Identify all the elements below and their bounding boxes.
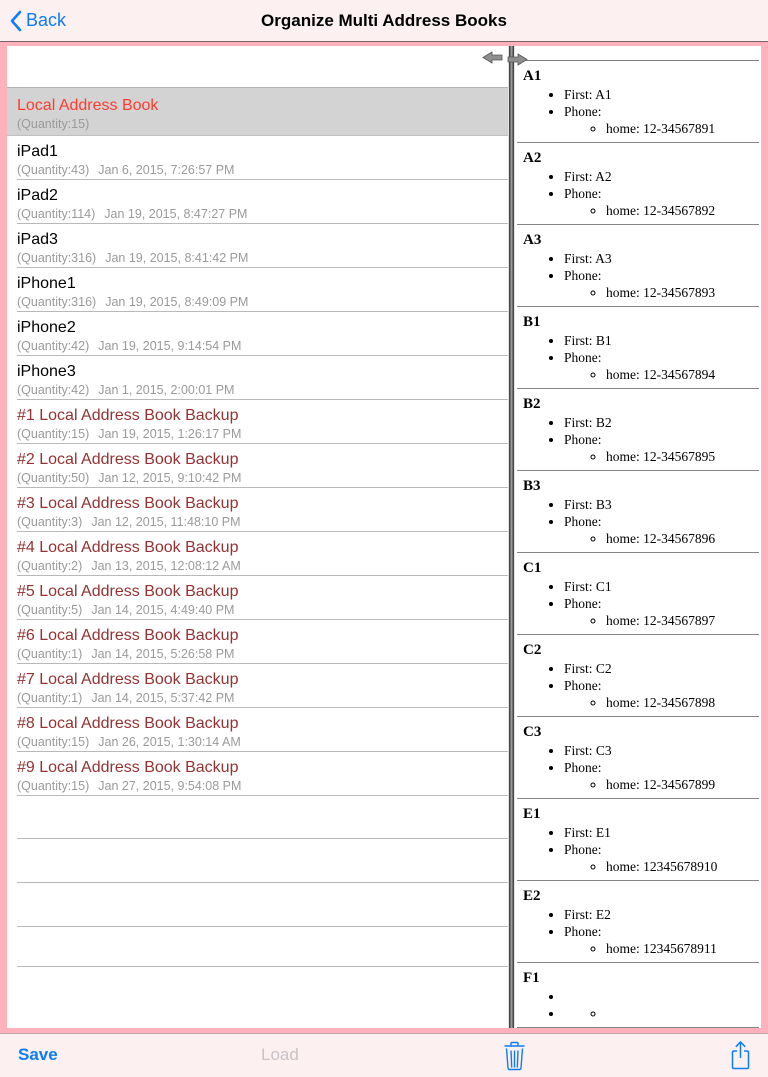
contact-entry bbox=[517, 559, 759, 635]
book-date: Jan 12, 2015, 9:10:42 PM bbox=[98, 471, 242, 485]
empty-list-row bbox=[7, 927, 508, 967]
book-row[interactable] bbox=[7, 752, 508, 796]
contact-name: B1 bbox=[523, 314, 541, 330]
contact-separator bbox=[517, 306, 759, 307]
contact-separator bbox=[517, 388, 759, 389]
contact-entry bbox=[517, 395, 759, 471]
book-name: iPad1 bbox=[17, 143, 58, 160]
address-book-list bbox=[7, 46, 508, 1028]
book-name: #9 Local Address Book Backup bbox=[17, 759, 239, 776]
contact-name: B3 bbox=[523, 478, 541, 494]
contact-name: A3 bbox=[523, 232, 542, 248]
contact-entry bbox=[517, 231, 759, 307]
book-quantity: (Quantity:114) bbox=[17, 207, 96, 221]
contact-first-name: • First: C3 bbox=[564, 742, 759, 759]
contact-home-phone: ◦ home: 12-34567892 bbox=[606, 202, 759, 219]
contact-first-name: • First: A2 bbox=[564, 168, 759, 185]
book-date: Jan 1, 2015, 2:00:01 PM bbox=[98, 383, 235, 397]
contact-phone-label: Phone: bbox=[564, 924, 602, 939]
book-name: #4 Local Address Book Backup bbox=[17, 539, 239, 556]
contact-phone-label: Phone: bbox=[564, 350, 602, 365]
contact-entry bbox=[517, 67, 759, 143]
contact-first-name: • First: B3 bbox=[564, 496, 759, 513]
bottom-toolbar bbox=[0, 1033, 768, 1077]
contact-home-phone: ◦ home: 12-34567895 bbox=[606, 448, 759, 465]
contact-separator bbox=[517, 142, 759, 143]
empty-list-row bbox=[7, 839, 508, 883]
contact-phone-label: Phone: bbox=[564, 596, 602, 611]
empty-list-row bbox=[7, 883, 508, 927]
contact-home-phone: ◦ home: 12-34567894 bbox=[606, 366, 759, 383]
contact-separator bbox=[517, 1027, 759, 1028]
book-date: Jan 19, 2015, 8:41:42 PM bbox=[105, 251, 249, 265]
contact-first-name: • First: C2 bbox=[564, 660, 759, 677]
back-chevron-icon bbox=[9, 10, 22, 32]
book-row[interactable] bbox=[7, 356, 508, 400]
book-row[interactable] bbox=[7, 664, 508, 708]
contact-entry bbox=[517, 149, 759, 225]
book-row[interactable] bbox=[7, 444, 508, 488]
contact-entry bbox=[517, 805, 759, 881]
preview-top-rule bbox=[517, 60, 759, 61]
contact-name: B2 bbox=[523, 396, 541, 412]
contact-phone-label: Phone: bbox=[564, 268, 602, 283]
book-rows-container bbox=[7, 136, 508, 796]
contact-phone-label: Phone: bbox=[564, 432, 602, 447]
book-name: #3 Local Address Book Backup bbox=[17, 495, 239, 512]
contact-home-phone: ◦ home: 12345678910 bbox=[606, 858, 759, 875]
contact-first-name: • First: C1 bbox=[564, 578, 759, 595]
contact-entry bbox=[517, 313, 759, 389]
contacts-preview-pane bbox=[515, 46, 761, 1028]
contact-separator bbox=[517, 552, 759, 553]
contact-entry bbox=[517, 723, 759, 799]
content-frame bbox=[0, 42, 768, 1033]
book-name: #7 Local Address Book Backup bbox=[17, 671, 239, 688]
book-name: iPhone1 bbox=[17, 275, 76, 292]
save-button[interactable]: Save bbox=[18, 1045, 58, 1064]
book-quantity: (Quantity:316) bbox=[17, 295, 97, 309]
contact-name: C2 bbox=[523, 642, 542, 658]
book-row[interactable] bbox=[7, 708, 508, 752]
book-date: Jan 13, 2015, 12:08:12 AM bbox=[91, 559, 241, 573]
contact-name: E2 bbox=[523, 888, 541, 904]
contact-separator bbox=[517, 716, 759, 717]
book-name: iPad2 bbox=[17, 187, 58, 204]
page-title: Organize Multi Address Books bbox=[261, 10, 507, 30]
contact-first-name bbox=[564, 988, 759, 1005]
book-date: Jan 19, 2015, 9:14:54 PM bbox=[98, 339, 242, 353]
contact-separator bbox=[517, 962, 759, 963]
trash-icon[interactable] bbox=[503, 1041, 526, 1076]
contact-home-phone: ◦ home: 12-34567891 bbox=[606, 120, 759, 137]
book-date: Jan 19, 2015, 1:26:17 PM bbox=[98, 427, 242, 441]
contact-entry bbox=[517, 969, 759, 1028]
book-row-local-address-book[interactable] bbox=[7, 88, 508, 136]
contact-entry bbox=[517, 477, 759, 553]
book-quantity: (Quantity:15) bbox=[17, 427, 90, 441]
book-quantity: (Quantity:3) bbox=[17, 515, 83, 529]
contact-name: C3 bbox=[523, 724, 542, 740]
book-row[interactable] bbox=[7, 180, 508, 224]
back-button-label: Back bbox=[26, 10, 67, 30]
contact-name: E1 bbox=[523, 806, 541, 822]
book-quantity: (Quantity:1) bbox=[17, 691, 83, 705]
book-date: Jan 26, 2015, 1:30:14 AM bbox=[98, 735, 241, 749]
book-name: #5 Local Address Book Backup bbox=[17, 583, 239, 600]
contact-first-name: • First: A3 bbox=[564, 250, 759, 267]
book-row[interactable] bbox=[7, 224, 508, 268]
book-name: #6 Local Address Book Backup bbox=[17, 627, 239, 644]
book-date: Jan 19, 2015, 8:49:09 PM bbox=[105, 295, 249, 309]
contact-separator bbox=[517, 880, 759, 881]
contact-phone-label: Phone: bbox=[564, 514, 602, 529]
contact-home-phone: ◦ home: 12-34567898 bbox=[606, 694, 759, 711]
book-quantity: (Quantity:42) bbox=[17, 383, 90, 397]
book-quantity: (Quantity:50) bbox=[17, 471, 90, 485]
contact-phone-label: Phone: bbox=[564, 104, 602, 119]
contact-name: F1 bbox=[523, 970, 540, 986]
list-top-spacer bbox=[7, 46, 508, 88]
contact-home-phone bbox=[606, 1005, 759, 1022]
contact-phone-label: Phone: bbox=[564, 842, 602, 857]
book-quantity: (Quantity:2) bbox=[17, 559, 83, 573]
contact-home-phone: ◦ home: 12-34567893 bbox=[606, 284, 759, 301]
contact-entry bbox=[517, 887, 759, 963]
book-date: Jan 19, 2015, 8:47:27 PM bbox=[104, 207, 248, 221]
load-button-disabled: Load bbox=[261, 1045, 299, 1064]
contact-phone-label: Phone: bbox=[564, 186, 602, 201]
book-date: Jan 12, 2015, 11:48:10 PM bbox=[91, 515, 241, 529]
contact-separator bbox=[517, 634, 759, 635]
contact-name: C1 bbox=[523, 560, 542, 576]
contact-separator bbox=[517, 470, 759, 471]
contact-name: A1 bbox=[523, 68, 542, 84]
book-row[interactable] bbox=[7, 488, 508, 532]
contact-separator bbox=[517, 798, 759, 799]
contact-home-phone: ◦ home: 12-34567896 bbox=[606, 530, 759, 547]
back-button[interactable] bbox=[9, 10, 66, 32]
contact-first-name: • First: E2 bbox=[564, 906, 759, 923]
contact-phone-label: Phone: bbox=[564, 760, 602, 775]
navigation-bar bbox=[0, 0, 768, 42]
contact-home-phone: ◦ home: 12-34567897 bbox=[606, 612, 759, 629]
book-name: #1 Local Address Book Backup bbox=[17, 407, 239, 424]
book-quantity: (Quantity:15) bbox=[17, 117, 90, 131]
contact-name: A2 bbox=[523, 150, 542, 166]
empty-list-row bbox=[7, 796, 508, 839]
book-quantity: (Quantity:15) bbox=[17, 735, 90, 749]
book-date: Jan 6, 2015, 7:26:57 PM bbox=[98, 163, 235, 177]
book-date: Jan 14, 2015, 5:26:58 PM bbox=[91, 647, 235, 661]
book-name: iPhone3 bbox=[17, 363, 76, 380]
book-name: iPhone2 bbox=[17, 319, 76, 336]
book-row[interactable] bbox=[7, 576, 508, 620]
book-date: Jan 27, 2015, 9:54:08 PM bbox=[98, 779, 242, 793]
book-row[interactable] bbox=[7, 268, 508, 312]
book-name: #8 Local Address Book Backup bbox=[17, 715, 239, 732]
book-quantity: (Quantity:42) bbox=[17, 339, 90, 353]
contact-first-name: • First: E1 bbox=[564, 824, 759, 841]
book-date: Jan 14, 2015, 5:37:42 PM bbox=[91, 691, 235, 705]
contact-home-phone: ◦ home: 12-34567899 bbox=[606, 776, 759, 793]
contact-home-phone: ◦ home: 12345678911 bbox=[606, 940, 759, 957]
book-name: #2 Local Address Book Backup bbox=[17, 451, 239, 468]
share-icon[interactable] bbox=[729, 1040, 752, 1076]
contact-entries-container bbox=[517, 67, 759, 1028]
book-date: Jan 14, 2015, 4:49:40 PM bbox=[91, 603, 235, 617]
contact-separator bbox=[517, 224, 759, 225]
book-quantity: (Quantity:5) bbox=[17, 603, 83, 617]
contact-phone-label: Phone: bbox=[564, 678, 602, 693]
book-row[interactable] bbox=[7, 400, 508, 444]
contact-entry bbox=[517, 641, 759, 717]
book-row[interactable] bbox=[7, 532, 508, 576]
book-name: iPad3 bbox=[17, 231, 58, 248]
book-quantity: (Quantity:15) bbox=[17, 779, 90, 793]
book-quantity: (Quantity:1) bbox=[17, 647, 83, 661]
book-name: Local Address Book bbox=[17, 97, 159, 114]
contact-first-name: • First: B1 bbox=[564, 332, 759, 349]
book-quantity: (Quantity:43) bbox=[17, 163, 90, 177]
empty-rows-container bbox=[7, 796, 508, 967]
contact-first-name: • First: A1 bbox=[564, 86, 759, 103]
book-quantity: (Quantity:316) bbox=[17, 251, 97, 265]
book-row[interactable] bbox=[7, 312, 508, 356]
book-row[interactable] bbox=[7, 620, 508, 664]
book-row[interactable] bbox=[7, 136, 508, 180]
panel-resize-divider[interactable] bbox=[508, 46, 515, 1028]
contact-first-name: • First: B2 bbox=[564, 414, 759, 431]
